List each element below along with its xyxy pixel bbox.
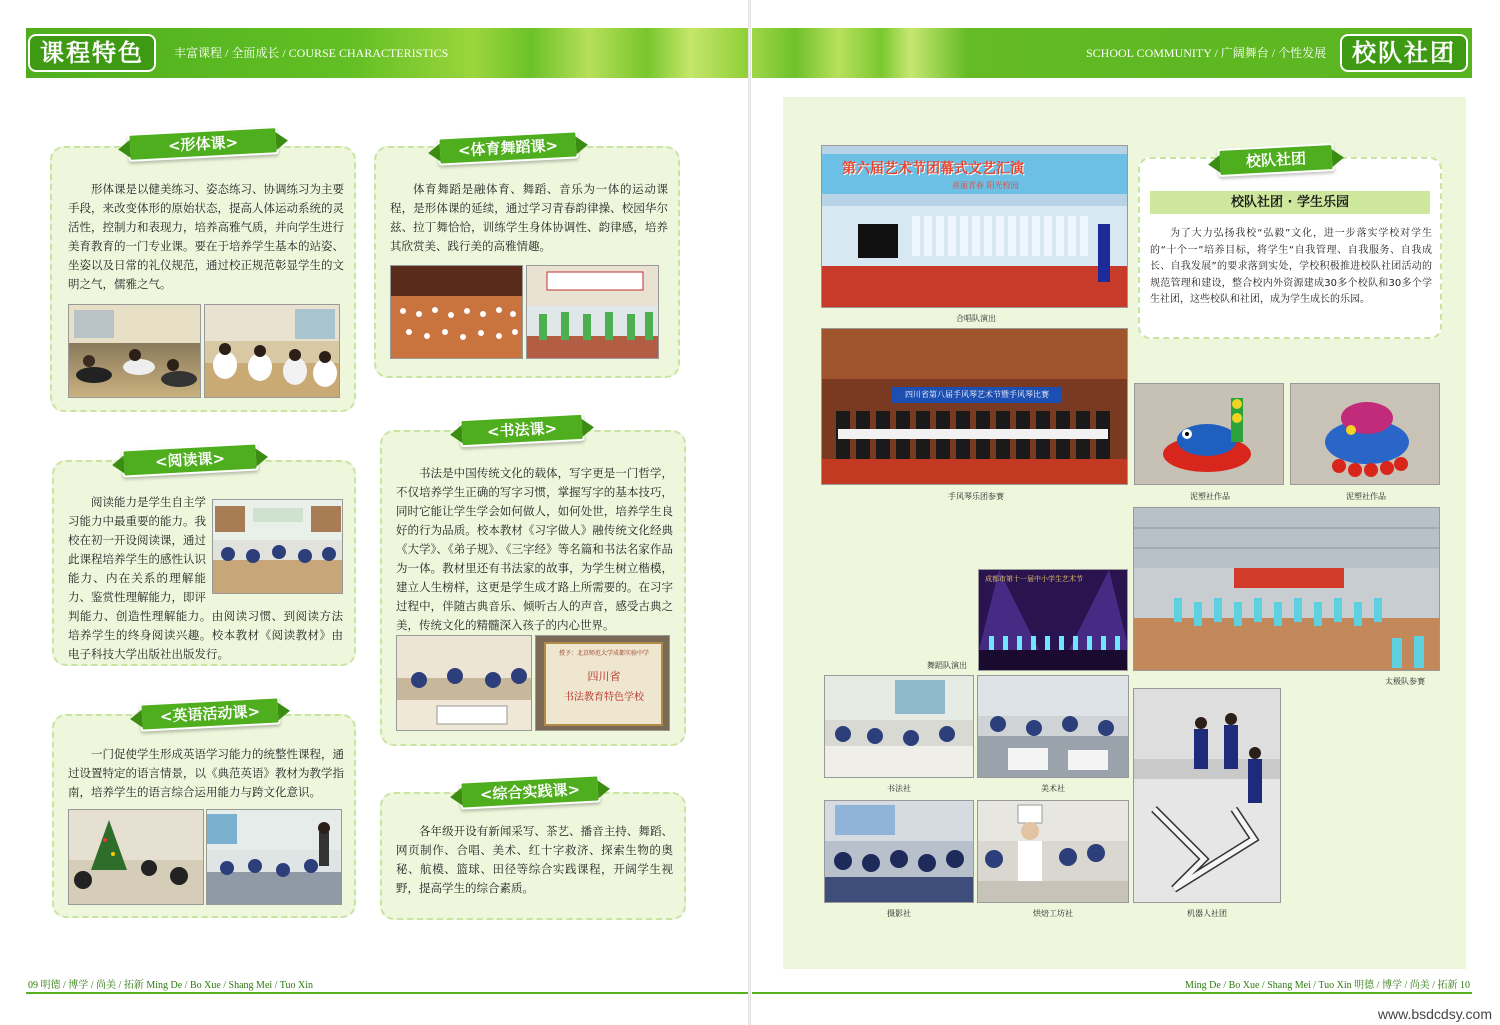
text-yuedu-body: 阅读能力是学生自主学习能力中最重要的能力。我校在初一开设阅读课，通过此课程培养学生的感性认识能力、内在关系的理解能力、鉴赏性理解能力，即评判能力、创造性理解能力。由阅读习惯、到阅读方法培养学生的终身阅读兴趣。校本教材《阅读教材》由电子科技大学出版社出版发行。: [68, 495, 343, 661]
photo-clay-2: [1290, 383, 1440, 485]
left-header-bar: [26, 28, 748, 78]
text-xingti-body: 形体课是以健美练习、姿态练习、协调练习为主要手段，来改变体形的原始状态，提高人体运动系统的灵活性，控制力和表现力，培养高雅气质，并向学生进行美育教育的一门专业课。要在于培养学生基本的站姿、坐姿以及日常的礼仪规范，通过校正规范彰显学生的文明之气，儒雅之气。: [68, 182, 344, 291]
photo-dance: [978, 569, 1128, 671]
photo-shufa-plaque: [535, 635, 670, 731]
taiji-team-image: [1134, 508, 1440, 671]
accordion-banner: 四川省第八届手风琴艺术节暨手风琴比赛: [892, 387, 1062, 403]
text-yingyu: [68, 745, 344, 802]
photo-yingyu-1: [68, 809, 204, 905]
book-spine: [748, 0, 751, 1025]
club-subtitle: 校队社团 · 学生乐园: [1150, 191, 1430, 214]
tag-club: 校队社团: [1217, 143, 1334, 177]
art-club-image: [978, 676, 1129, 778]
photo-baking-club: [977, 800, 1129, 903]
plaque-line-1: 授予：北京师范大学成都实验中学: [558, 650, 649, 657]
plaque-line-3: 书法教育特色学校: [564, 692, 644, 703]
dance-gym-image: [391, 266, 523, 359]
photo-choir: [821, 145, 1128, 308]
students-stretching-image: [69, 305, 201, 398]
clay-sculpture-image-2: [1291, 384, 1440, 485]
caption-choir: 合唱队演出: [956, 314, 996, 323]
baking-club-image: [978, 801, 1129, 903]
photo-xingti-2: [204, 304, 340, 398]
right-footer-text: Ming De / Bo Xue / Shang Mei / Tuo Xin 明德 / 博学 / 尚美 / 拓新 10: [1184, 980, 1470, 991]
robot-club-image: [1134, 689, 1281, 903]
caption-taiji: 太极队参赛: [1385, 677, 1425, 686]
photo-photography-club: [824, 800, 974, 903]
photo-calligraphy-club: [824, 675, 974, 778]
caption-accordion: 手风琴乐团参赛: [948, 492, 1004, 501]
photo-tiyu-1: [390, 265, 523, 359]
photo-yingyu-2: [206, 809, 342, 905]
club-text: [1150, 226, 1432, 309]
plaque-board: [544, 642, 663, 726]
club-text-body: 为了大力弘扬我校“弘毅”文化，进一步落实学校对学生的“十个一”培养目标，将学生“自我管理、自我服务、自我成长、自我发展”的要求落到实处，学校积极推进校队社团活动的规范管理和建设，整合校内外资源建成30多个校队和30多个学生社团，这些校队和社团，成为学生成长的乐园。: [1150, 228, 1432, 305]
tag-shufa: <书法课>: [459, 413, 584, 447]
text-tiyu-body: 体育舞蹈是融体育、舞蹈、音乐为一体的运动课程，是形体课的延续，通过学习青春韵律操、校园华尔兹、拉丁舞恰恰，训练学生身体协调性、韵律感，培养其欣赏美、践行美的高雅情趣。: [390, 182, 668, 253]
dance-banner: 成都市第十一届中小学生艺术节: [985, 575, 1083, 583]
text-zonghe: [396, 822, 673, 898]
photo-robot-club: [1133, 688, 1281, 903]
clay-sculpture-image-1: [1135, 384, 1284, 485]
caption-clay-2: 泥塑社作品: [1346, 492, 1386, 501]
photography-club-image: [825, 801, 974, 903]
tag-yingyu: <英语活动课>: [139, 696, 280, 731]
watermark: www.bsdcdsy.com: [1377, 1006, 1492, 1022]
tag-xingti: <形体课>: [127, 126, 278, 162]
calligraphy-club-image: [825, 676, 974, 778]
photo-art-club: [977, 675, 1129, 778]
caption-robot-club: 机器人社团: [1187, 909, 1227, 918]
tag-tiyu: <体育舞蹈课>: [437, 130, 578, 165]
right-header-bar: [752, 28, 1472, 78]
left-header-title: 课程特色: [28, 34, 156, 72]
tag-zonghe: <综合实践课>: [459, 774, 600, 809]
photo-clay-1: [1134, 383, 1284, 485]
plaque-line-2: 四川省: [587, 670, 621, 683]
text-xingti: [68, 180, 344, 294]
caption-baking-club: 烘焙工坊社: [1033, 909, 1073, 918]
choir-banner: 第六届艺术节团幕式文艺汇演: [842, 161, 1024, 177]
calligraphy-class-image: [397, 636, 532, 731]
caption-calligraphy-club: 书法社: [887, 784, 911, 793]
dance-stage-image: [979, 570, 1128, 671]
photo-shufa-1: [396, 635, 532, 731]
text-shufa-body: 书法是中国传统文化的载体，写字更是一门哲学，不仅培养学生正确的写字习惯，掌握写字的基本技巧，同时它能让学生学会如何做人，如何处世，培养学生良好的行为品质。校本教材《习字做人》融传统文化经典《大学》、《弟子规》、《三字经》等名篇和书法名家作品为一体。教材里还有书法家的故事，为学生树立楷模，建立人生榜样，这更是学生成才路上所需要的。在习字过程中，伴随古典音乐、倾听古人的声音，感受古典之美，传统文化的精髓深入孩子的内心世界。: [396, 466, 673, 632]
photo-tiyu-2: [526, 265, 659, 359]
photo-accordion: [821, 328, 1128, 485]
english-classroom-image: [207, 810, 342, 905]
text-shufa: [396, 464, 673, 635]
text-yuedu: [68, 493, 343, 664]
caption-photography-club: 摄影社: [887, 909, 911, 918]
right-header-title: 校队社团: [1340, 34, 1468, 72]
text-zonghe-body: 各年级开设有新闻采写、茶艺、播音主持、舞蹈、网页制作、合唱、美术、红十字救济、探索生物的奥秘、航模、篮球、田径等综合实践课程，开阔学生视野，提高学生的综合素质。: [396, 824, 673, 895]
left-footer-line: [26, 992, 748, 994]
outdoor-dance-image: [527, 266, 659, 359]
right-header-subtitle: SCHOOL COMMUNITY / 广阔舞台 / 个性发展: [1086, 46, 1327, 60]
caption-art-club: 美术社: [1041, 784, 1065, 793]
photo-xingti-1: [68, 304, 201, 398]
reading-room-image: [213, 500, 343, 594]
caption-clay-1: 泥塑社作品: [1190, 492, 1230, 501]
left-footer-text: 09 明德 / 博学 / 尚美 / 拓新 Ming De / Bo Xue / Shang Mei / Tuo Xin: [28, 980, 314, 991]
photo-yuedu: [212, 499, 343, 594]
caption-dance: 舞蹈队演出: [927, 661, 967, 670]
choir-banner-sub: 亮丽青春 阳光校园: [952, 181, 1019, 190]
right-footer-line: [752, 992, 1472, 994]
students-sitting-floor-image: [205, 305, 340, 398]
tag-yuedu: <阅读课>: [121, 442, 258, 477]
english-activity-tree-image: [69, 810, 204, 905]
text-yingyu-body: 一门促使学生形成英语学习能力的统整性课程，通过设置特定的语言情景，以《典范英语》教材为教学指南，培养学生的语言综合运用能力与跨文化意识。: [68, 747, 344, 799]
photo-taiji: [1133, 507, 1440, 671]
text-tiyu: [390, 180, 668, 256]
accordion-orchestra-image: [822, 329, 1128, 485]
left-header-subtitle: 丰富课程 / 全面成长 / COURSE CHARACTERISTICS: [174, 46, 449, 60]
